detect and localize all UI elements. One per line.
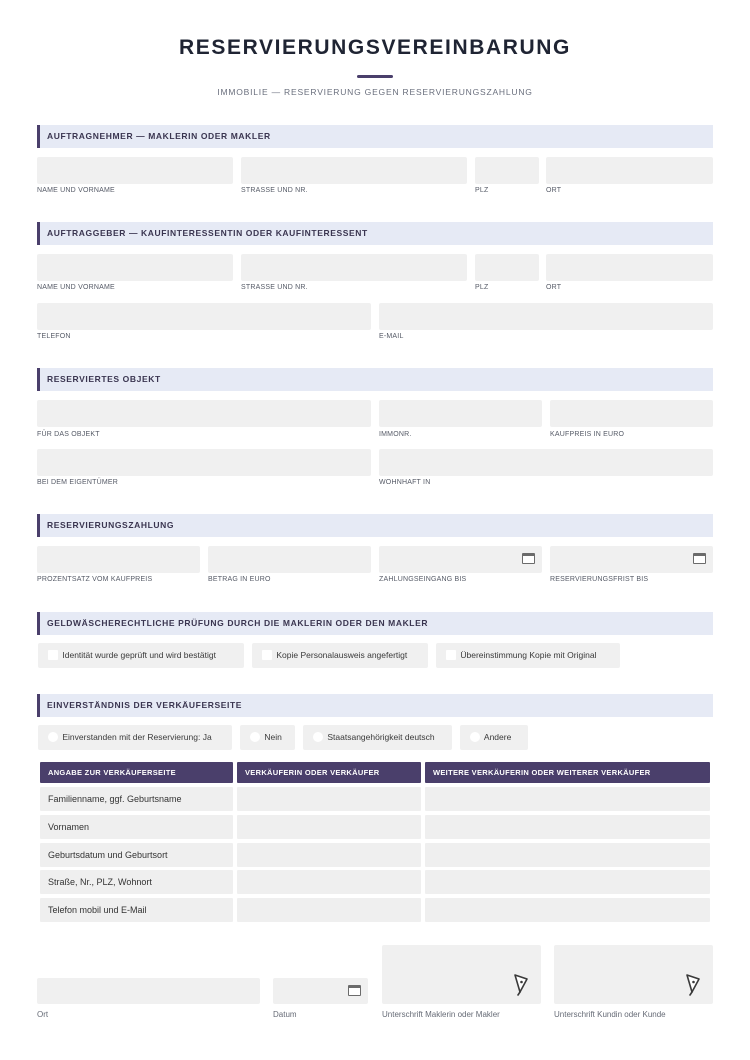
signature-kunde-label: Unterschrift Kundin oder Kunde [554, 1010, 666, 1019]
auftraggeber-street-field[interactable] [241, 254, 467, 281]
calendar-icon[interactable] [348, 985, 361, 996]
nationality-other-radio[interactable] [460, 725, 528, 750]
auftraggeber-name-field[interactable] [37, 254, 233, 281]
auftragnehmer-ort-field[interactable] [546, 157, 713, 184]
zahlung-percent-field[interactable] [37, 546, 200, 573]
pen-nib-icon [685, 974, 701, 996]
signature-date-field[interactable] [273, 978, 368, 1004]
objekt-owner-field[interactable] [37, 449, 371, 476]
auftraggeber-ort-field[interactable] [546, 254, 713, 281]
zahlung-receipt-date-field[interactable] [379, 546, 542, 573]
table-cell-input[interactable] [425, 815, 710, 839]
table-cell-input[interactable] [237, 870, 421, 894]
checkbox-icon[interactable] [262, 650, 272, 660]
signature-ort-label: Ort [37, 1010, 49, 1019]
table-cell-input[interactable] [237, 898, 421, 922]
auftraggeber-email-label: E-MAIL [379, 333, 404, 340]
zahlung-percent-label: PROZENTSATZ VOM KAUFPREIS [37, 576, 153, 583]
auftragnehmer-street-label: STRASSE UND NR. [241, 187, 308, 194]
zahlung-amount-field[interactable] [208, 546, 371, 573]
table-row-label: Geburtsdatum und Geburtsort [40, 843, 233, 867]
objekt-owner-label: BEI DEM EIGENTÜMER [37, 479, 118, 486]
calendar-icon[interactable] [522, 553, 535, 564]
auftraggeber-phone-field[interactable] [37, 303, 371, 330]
consent-yes-label: Einverstanden mit der Reservierung: Ja [62, 732, 212, 742]
table-row-label: Vornamen [40, 815, 233, 839]
signature-date-label: Datum [273, 1010, 297, 1019]
objekt-object-label: FÜR DAS OBJEKT [37, 431, 100, 438]
auftragnehmer-ort-label: ORT [546, 187, 562, 194]
section-verkaeufer-heading: EINVERSTÄNDNIS DER VERKÄUFERSEITE [37, 694, 713, 717]
table-cell-input[interactable] [425, 898, 710, 922]
auftragnehmer-name-label: NAME UND VORNAME [37, 187, 115, 194]
objekt-resident-field[interactable] [379, 449, 713, 476]
consent-yes-radio[interactable] [38, 725, 232, 750]
identity-verified-checkbox[interactable] [38, 643, 244, 668]
radio-icon[interactable] [250, 732, 260, 742]
radio-icon[interactable] [470, 732, 480, 742]
auftraggeber-street-label: STRASSE UND NR. [241, 284, 308, 291]
section-objekt-heading: RESERVIERTES OBJEKT [37, 368, 713, 391]
nationality-other-label: Andere [483, 732, 512, 742]
table-header-verkaeufer: VERKÄUFERIN ODER VERKÄUFER [237, 762, 421, 783]
auftraggeber-phone-label: TELEFON [37, 333, 71, 340]
calendar-icon[interactable] [693, 553, 706, 564]
auftraggeber-email-field[interactable] [379, 303, 713, 330]
consent-no-label: Nein [264, 732, 282, 742]
checkbox-icon[interactable] [48, 650, 58, 660]
auftragnehmer-plz-label: PLZ [475, 187, 489, 194]
objekt-resident-label: WOHNHAFT IN [379, 479, 431, 486]
radio-icon[interactable] [313, 732, 323, 742]
id-copy-label: Kopie Personalausweis angefertigt [276, 650, 408, 660]
section-zahlung-heading: RESERVIERUNGSZAHLUNG [37, 514, 713, 537]
zahlung-deadline-label: RESERVIERUNGSFRIST BIS [550, 576, 649, 583]
consent-no-radio[interactable] [240, 725, 295, 750]
auftraggeber-plz-field[interactable] [475, 254, 539, 281]
table-cell-input[interactable] [237, 843, 421, 867]
table-row-label: Straße, Nr., PLZ, Wohnort [40, 870, 233, 894]
copy-matches-checkbox[interactable] [436, 643, 620, 668]
zahlung-amount-label: BETRAG IN EURO [208, 576, 271, 583]
table-cell-input[interactable] [237, 787, 421, 811]
table-cell-input[interactable] [425, 843, 710, 867]
id-copy-checkbox[interactable] [252, 643, 428, 668]
objekt-price-label: KAUFPREIS IN EURO [550, 431, 625, 438]
section-auftragnehmer-heading: AUFTRAGNEHMER — MAKLERIN ODER MAKLER [37, 125, 713, 148]
auftragnehmer-plz-field[interactable] [475, 157, 539, 184]
copy-matches-label: Übereinstimmung Kopie mit Original [460, 650, 597, 660]
document-title: RESERVIERUNGSVEREINBARUNG [178, 36, 571, 59]
document-subtitle: IMMOBILIE — RESERVIERUNG GEGEN RESERVIERUNGSZAHLUNG [217, 87, 533, 97]
title-underline [357, 75, 393, 78]
objekt-immonr-field[interactable] [379, 400, 542, 427]
table-header-weitere: WEITERE VERKÄUFERIN ODER WEITERER VERKÄUFER [425, 762, 710, 783]
auftragnehmer-street-field[interactable] [241, 157, 467, 184]
section-pruefung-heading: GELDWÄSCHERECHTLICHE PRÜFUNG DURCH DIE MAKLERIN ODER DEN MAKLER [37, 612, 713, 635]
checkbox-icon[interactable] [446, 650, 456, 660]
auftraggeber-name-label: NAME UND VORNAME [37, 284, 115, 291]
objekt-price-field[interactable] [550, 400, 713, 427]
identity-verified-label: Identität wurde geprüft und wird bestätigt [62, 650, 216, 660]
table-cell-input[interactable] [237, 815, 421, 839]
zahlung-deadline-date-field[interactable] [550, 546, 713, 573]
signature-makler-label: Unterschrift Maklerin oder Makler [382, 1010, 500, 1019]
pen-nib-icon [513, 974, 529, 996]
auftraggeber-ort-label: ORT [546, 284, 562, 291]
table-header-angabe: ANGABE ZUR VERKÄUFERSEITE [40, 762, 233, 783]
nationality-german-label: Staatsangehörigkeit deutsch [327, 732, 435, 742]
zahlung-receipt-label: ZAHLUNGSEINGANG BIS [379, 576, 467, 583]
table-cell-input[interactable] [425, 787, 710, 811]
table-cell-input[interactable] [425, 870, 710, 894]
nationality-german-radio[interactable] [303, 725, 452, 750]
auftragnehmer-name-field[interactable] [37, 157, 233, 184]
radio-icon[interactable] [48, 732, 58, 742]
signature-kunde-field[interactable] [554, 945, 713, 1004]
objekt-immonr-label: IMMONR. [379, 431, 412, 438]
signature-ort-field[interactable] [37, 978, 260, 1004]
section-auftraggeber-heading: AUFTRAGGEBER — KAUFINTERESSENTIN ODER KAUFINTERESSENT [37, 222, 713, 245]
table-row-label: Familienname, ggf. Geburtsname [40, 787, 233, 811]
auftraggeber-plz-label: PLZ [475, 284, 489, 291]
table-row-label: Telefon mobil und E-Mail [40, 898, 233, 922]
signature-makler-field[interactable] [382, 945, 541, 1004]
objekt-object-field[interactable] [37, 400, 371, 427]
